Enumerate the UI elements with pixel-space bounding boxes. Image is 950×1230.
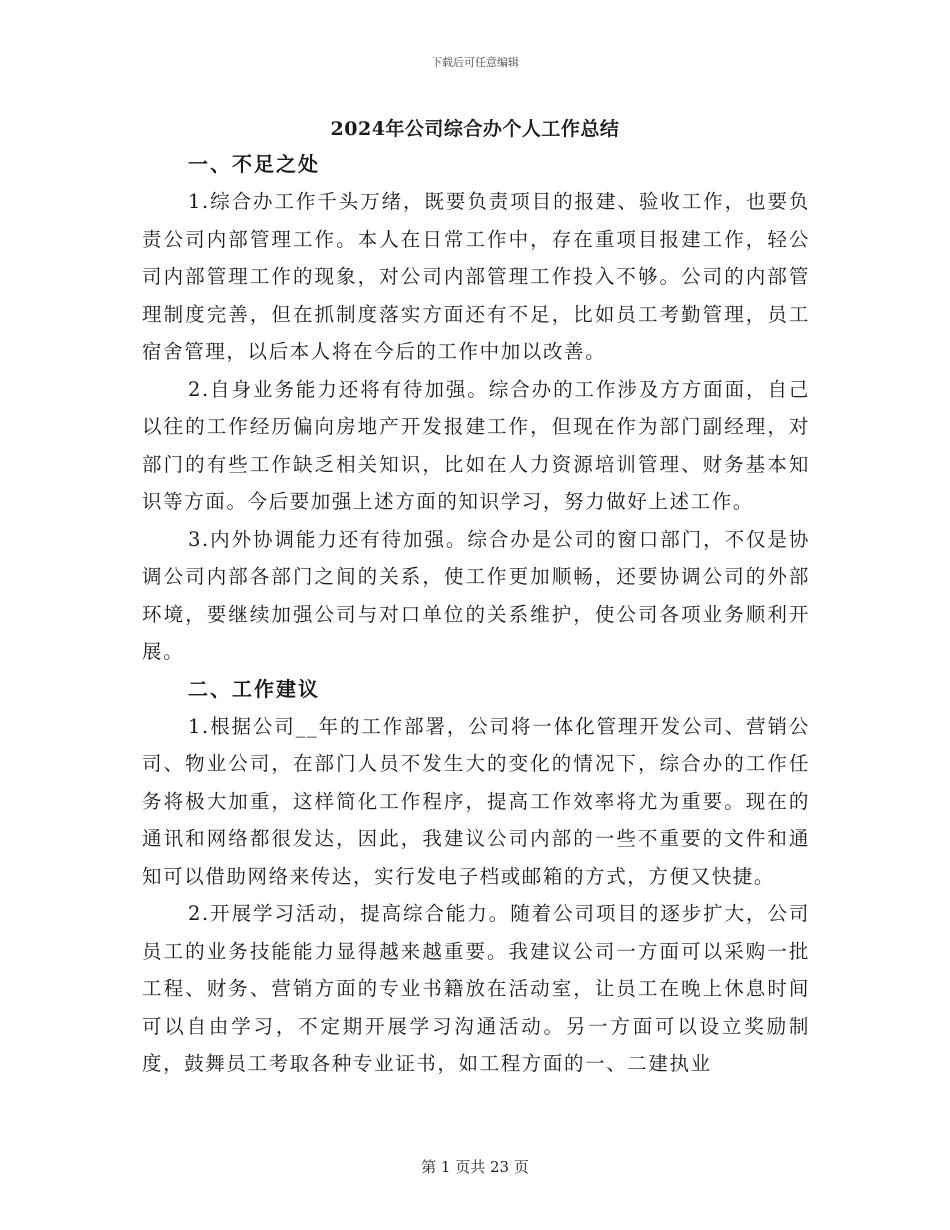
paragraph: 1.综合办工作千头万绪，既要负责项目的报建、验收工作，也要负责公司内部管理工作。本人在日常工作中，存在重项目报建工作，轻公司内部管理工作的现象，对公司内部管理工作投入不够。公司的内部管理制度完善，但在抓制度落实方面还有不足，比如员工考勤管理，员工宿舍管理，以后本人将在今后的工作中加以改善。 (142, 190, 810, 363)
document-title: 2024年公司综合办个人工作总结 (330, 118, 620, 140)
page-header-note: 下载后可任意编辑 (431, 56, 519, 69)
paragraph: 2.开展学习活动，提高综合能力。随着公司项目的逐步扩大，公司员工的业务技能能力显得越来越重要。我建议公司一方面可以采购一批工程、财务、营销方面的专业书籍放在活动室，让员工在晚上休息时间可以自由学习，不定期开展学习沟通活动。另一方面可以设立奖励制度，鼓舞员工考取各种专业证书，如工程方面的一、二建执业 (142, 902, 810, 1075)
section-heading-suggestions: 二、工作建议 (188, 676, 320, 701)
section-heading-shortcomings: 一、不足之处 (188, 152, 320, 176)
paragraph: 1.根据公司__年的工作部署，公司将一体化管理开发公司、营销公司、物业公司，在部门人员不发生大的变化的情况下，综合办的工作任务将极大加重，这样简化工作程序，提高工作效率将尤为重要。现在的通讯和网络都很发达，因此，我建议公司内部的一些不重要的文件和通知可以借助网络来传达，实行发电子档或邮箱的方式，方便又快捷。 (142, 714, 810, 888)
paragraph: 3.内外协调能力还有待加强。综合办是公司的窗口部门，不仅是协调公司内部各部门之间的关系，使工作更加顺畅，还要协调公司的外部环境，要继续加强公司与对口单位的关系维护，使公司各项业务顺利开展。 (142, 527, 810, 663)
page-number: 第 1 页共 23 页 (421, 1158, 529, 1176)
paragraph: 2.自身业务能力还将有待加强。综合办的工作涉及方方面面，自己以往的工作经历偏向房地产开发报建工作，但现在作为部门副经理，对部门的有些工作缺乏相关知识，比如在人力资源培训管理、财务基本知识等方面。今后要加强上述方面的知识学习，努力做好上述工作。 (142, 377, 810, 513)
document-body (142, 146, 810, 1083)
